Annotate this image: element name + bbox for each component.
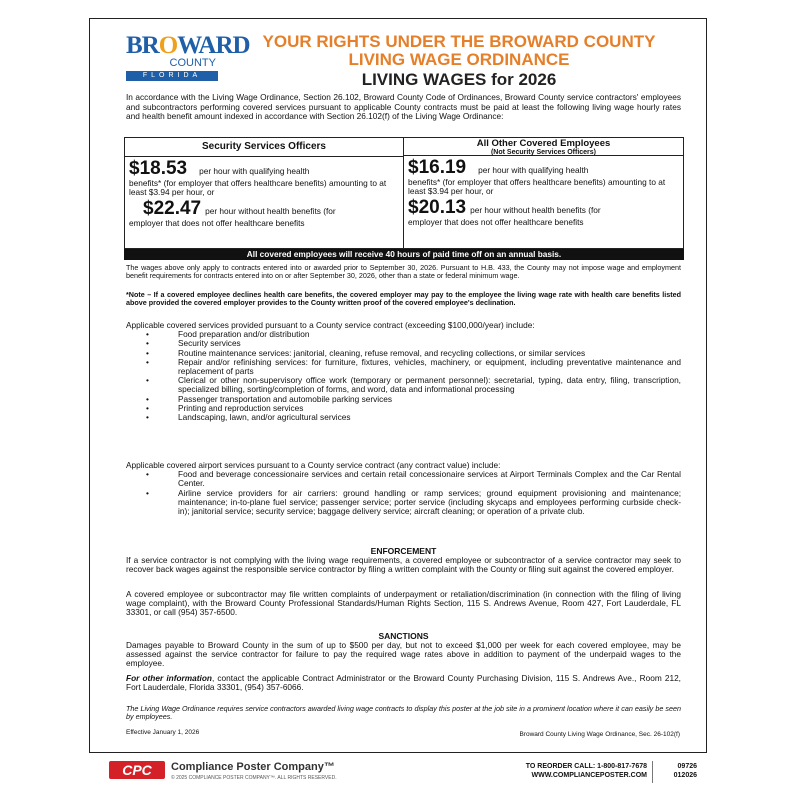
title-line-3: LIVING WAGES for 2026 — [361, 70, 557, 89]
security-rate-without-benefits: $22.47 — [143, 198, 202, 219]
divider — [652, 761, 653, 783]
list-item: • Printing and reproduction services — [126, 404, 681, 413]
enforcement-paragraph-2: A covered employee or subcontractor may file written complaints of underpayment or retaliation/discrimination (in connection with the filing of living wage complaint), with the Broward County Professional Standards/Human Rights Section, 115 S. Andrews Avenue, Room 427, Fort Lauderdale, FL 33301, or call (954) 357-6500. — [126, 589, 681, 618]
other-rate-without-benefits: $20.13 — [408, 197, 467, 218]
reorder-info: TO REORDER CALL: 1-800-817-7678 WWW.COMPLIANCEPOSTER.COM — [525, 763, 647, 779]
effective-date: Effective January 1, 2026 — [126, 729, 200, 736]
airport-services-section: Applicable covered airport services pursuant to a County service contract (any contract value) include: • Food and beverage concessionaire services and certain retail concessionaire services at Airport Terminals Complex and the Car Rental Center. • Airline service providers for air carriers: ground handling or ramp services; ground equipment provisioning and maintenance; maintenance; in-to-plane fuel service; passenger service; porter service (including skycaps and employees performing curbside check-in); janitorial service; security service; baggage delivery service; aircraft cleaning; or operation of a private club. — [126, 461, 681, 516]
list-item: • Security services — [126, 339, 681, 348]
other-rate-with-benefits: $16.19 — [408, 157, 467, 178]
other-employees-header: All Other Covered Employees (Not Security Services Officers) — [404, 138, 683, 156]
publisher-copyright: © 2025 COMPLIANCE POSTER COMPANY™. ALL RIGHTS RESERVED. — [171, 775, 337, 781]
enforcement-heading: ENFORCEMENT — [370, 546, 437, 556]
enforcement-paragraph-1: If a service contractor is not complying with the living wage requirements, a covered employee or subcontractor of a service contractor may seek to recover back wages against the responsible service contractor by filing a written complaint with the County or filing suit against the covered employer. — [126, 555, 681, 575]
poster-title — [228, 33, 690, 90]
title-line-1: YOUR RIGHTS UNDER THE BROWARD COUNTY — [262, 32, 656, 51]
list-item: • Passenger transportation and automobile parking services — [126, 395, 681, 404]
more-info-paragraph: For other information, contact the applicable Contract Administrator or the Broward County Purchasing Division, 115 S. Andrews Ave., Room 212, Fort Lauderdale, Florida 33301, (954) 357-6066. — [126, 673, 681, 693]
list-item: • Clerical or other non-supervisory office work (temporary or permanent personnel): secretarial, typing, data entry, filing, transcription, specialized billing, sorting/completion of forms, and word, data and informational processing — [126, 376, 681, 394]
poster — [89, 18, 707, 753]
security-officers-column: Security Services Officers $18.53 per hour with qualifying health benefits* (for employer that offers healthcare benefits) amounting to at least $3.94 per hour, or $22.47 per hour without health benefits (for employer that does not offer healthcare benefits — [125, 138, 404, 248]
list-item: • Food preparation and/or distribution — [126, 330, 681, 339]
cpc-logo: CPC — [109, 761, 165, 779]
covered-services-list — [126, 330, 681, 422]
intro-paragraph: In accordance with the Living Wage Ordinance, Section 26.102, Broward County Code of Ordinances, Broward County service contractors' employees and subcontractors performing covered services pursuant to applicable County contracts must be paid at least the following living wage hourly rates and health benefit amount indexed in accordance with Section 26.102(f) of the Living Wage Ordinance: — [126, 92, 681, 122]
sanctions-paragraph: Damages payable to Broward County in the sum of up to $500 per day, but not to exceed $1,000 per week for each covered employee, may be assessed against the service contractor for failure to pay the required wage rates above in addition to payment of the underpaid wages to the employee. — [126, 640, 681, 669]
list-item: • Repair and/or refinishing services: for furniture, fixtures, vehicles, machinery, or equipment, including preventative maintenance and replacement of parts — [126, 358, 681, 376]
title-line-2: LIVING WAGE ORDINANCE — [348, 50, 570, 69]
list-item: • Routine maintenance services: janitorial, cleaning, refuse removal, and recycling collections, or similar services — [126, 349, 681, 358]
broward-county-logo: BROWARD COUNTY FLORIDA — [126, 32, 250, 79]
sanctions-heading: SANCTIONS — [378, 631, 429, 641]
airport-services-list — [126, 470, 681, 516]
health-benefit-note: *Note – If a covered employee declines health care benefits, the covered employer may pay to the employee the living wage rate with health care benefits listed above provided the covered employer provides to the County written proof of the covered employee's declination. — [126, 290, 681, 307]
list-item: • Airline service providers for air carriers: ground handling or ramp services; ground equipment provisioning and maintenance; maintenance; in-to-plane fuel service; passenger service; porter service (including skycaps and employees performing curbside check-in); janitorial service; security service; baggage delivery service; aircraft cleaning; or operation of a private club. — [126, 489, 681, 517]
security-officers-header: Security Services Officers — [125, 138, 403, 157]
poster-codes: 09726 012026 — [673, 763, 697, 779]
pto-banner: All covered employees will receive 40 hours of paid time off on an annual basis. — [124, 249, 684, 260]
publisher-name: Compliance Poster Company™ — [171, 761, 335, 773]
posting-requirement: The Living Wage Ordinance requires service contractors awarded living wage contracts to display this poster at the job site in a prominent location where it can easily be seen by employees. — [126, 704, 681, 721]
security-rate-with-benefits: $18.53 — [129, 158, 188, 179]
other-employees-column: All Other Covered Employees (Not Security Services Officers) $16.19 per hour with qualifying health benefits* (for employer that offers healthcare benefits) amounting to at least $3.94 per hour, or $20.13 per hour without health benefits (for employer that does not offer healthcare benefits — [404, 138, 683, 248]
covered-services-section: Applicable covered services provided pursuant to a County service contract (exceeding $100,000/year) include: • Food preparation and/or distribution • Security services • Routine maintenance services: janitorial, cleaning, refuse removal, and recycling collections, or similar services • Repair and/or refinishing services: for furniture, fixtures, vehicles, machinery, or equipment, including preventative maintenance and replacement of parts • Clerical or other non-supervisory office work (temporary or permanent personnel): secretarial, typing, data entry, filing, transcription, specialized billing, sorting/completion of forms, and word, data and informational processing • Passenger transportation and automobile parking services • Printing and reproduction services • Landscaping, lawn, and/or agricultural services — [126, 321, 681, 422]
list-item: • Landscaping, lawn, and/or agricultural services — [126, 413, 681, 422]
publisher-footer — [89, 758, 707, 786]
contract-date-notice: The wages above only apply to contracts entered into or awarded prior to September 30, 2026. Pursuant to H.B. 433, the County may not impose wage and employment benefit requirements for contracts entered into on or after September 30, 2026, other than a state or federal minimum wage. — [126, 263, 681, 280]
ordinance-reference: Broward County Living Wage Ordinance, Sec. 26-102(f) — [519, 731, 680, 738]
wage-table — [124, 137, 684, 249]
sun-icon: O — [158, 32, 178, 59]
list-item: • Food and beverage concessionaire services and certain retail concessionaire services at Airport Terminals Complex and the Car Rental Center. — [126, 470, 681, 488]
